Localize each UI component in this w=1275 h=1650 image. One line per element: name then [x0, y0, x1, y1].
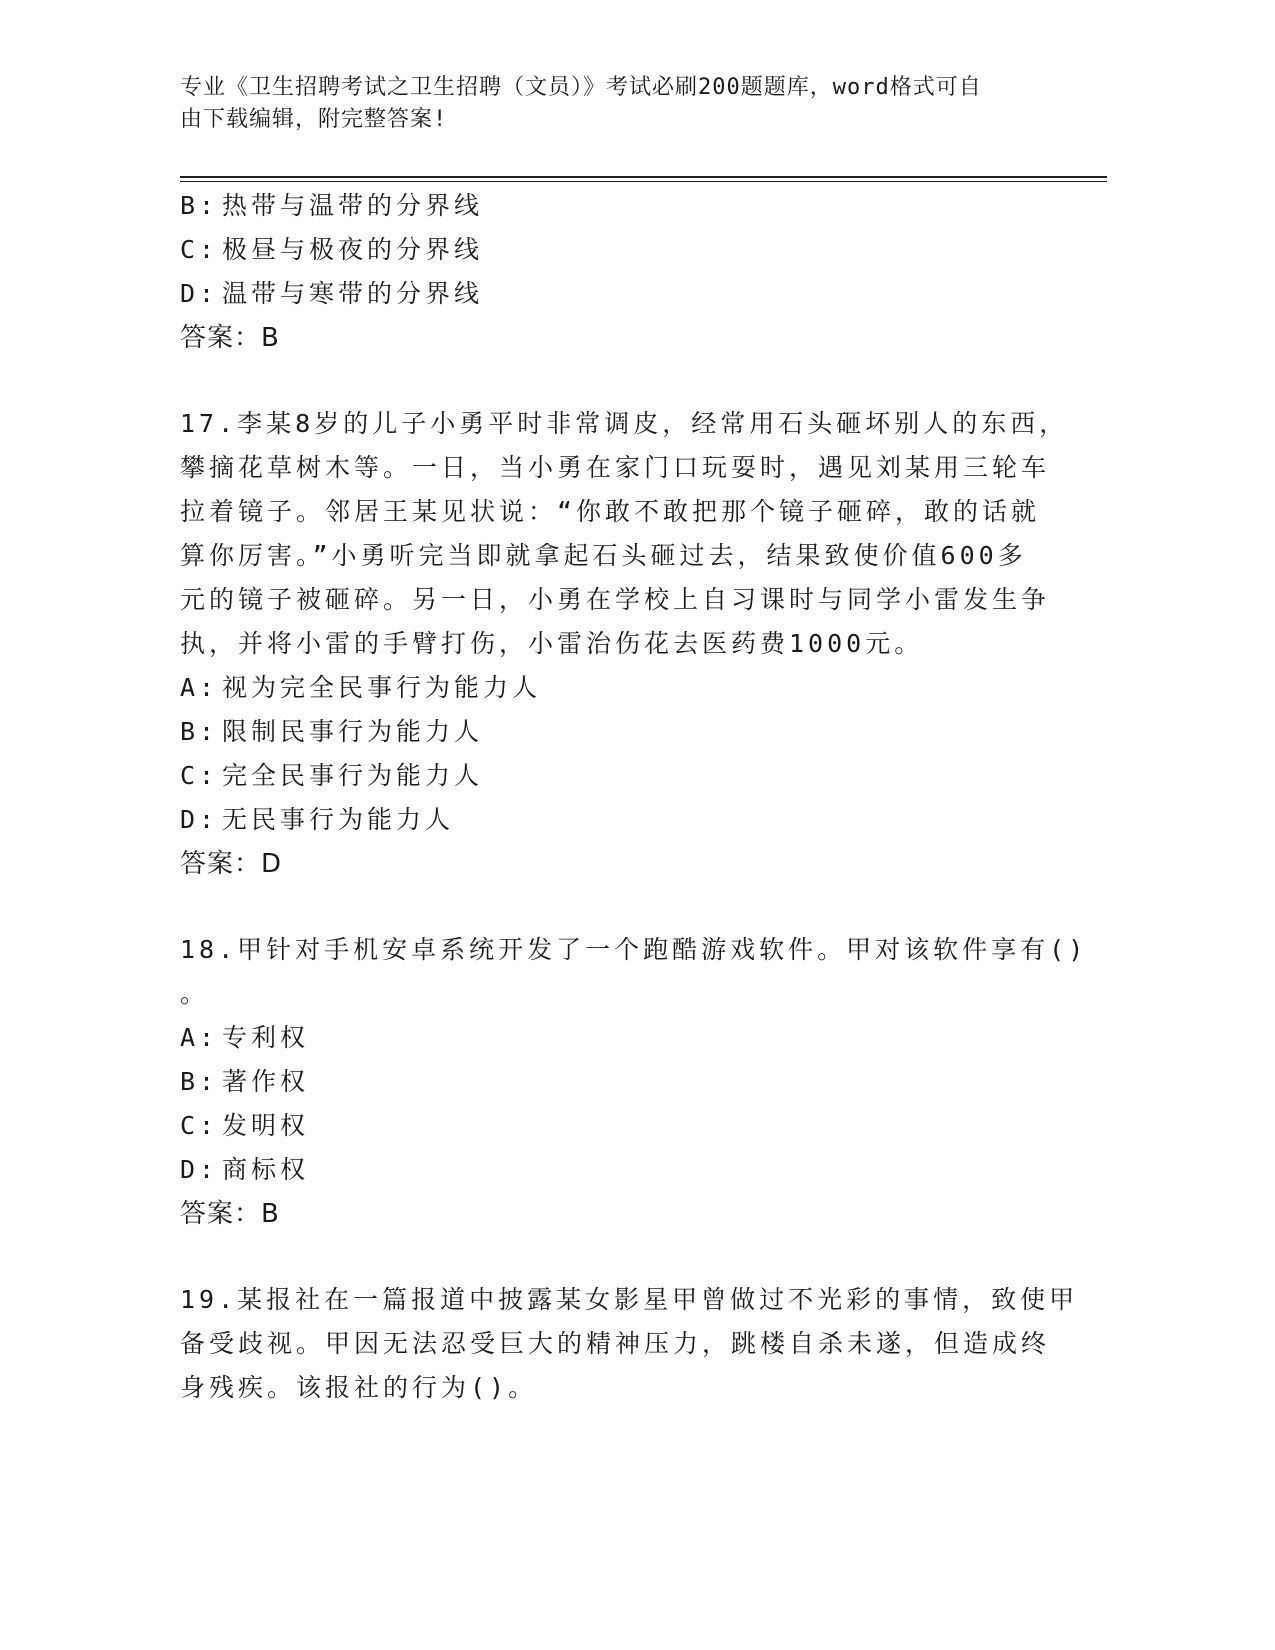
option-c: C: 极昼与极夜的分界线: [180, 235, 484, 264]
question-19: [180, 1278, 1079, 1410]
header-line-2: 由下载编辑，附完整答案!: [180, 107, 448, 132]
question-text-line: 备受歧视。甲因无法忍受巨大的精神压力，跳楼自杀未遂，但造成终: [180, 1329, 1051, 1358]
question-text-line: 身残疾。该报社的行为()。: [180, 1373, 538, 1402]
question-text-line: 18.甲针对手机安卓系统开发了一个跑酷游戏软件。甲对该软件享有(): [180, 935, 1088, 964]
question-16-continued: [180, 184, 1030, 360]
document-header: [180, 72, 1030, 136]
option-d: D: 无民事行为能力人: [180, 805, 455, 834]
question-list: [180, 184, 1088, 1410]
option-d: D: 温带与寒带的分界线: [180, 279, 484, 308]
question-text-line: 算你厉害。”小勇听完当即就拿起石头砸过去，结果致使价值600多: [180, 541, 1027, 570]
header-rule-thin: [180, 181, 1107, 182]
question-text-line: 。: [180, 979, 210, 1008]
question-text-line: 元的镜子被砸碎。另一日，小勇在学校上自习课时与同学小雷发生争: [180, 585, 1051, 614]
option-c: C: 完全民事行为能力人: [180, 761, 484, 790]
question-text-line: 执，并将小雷的手臂打伤，小雷治伤花去医药费1000元。: [180, 629, 924, 658]
option-a: A: 专利权: [180, 1023, 310, 1052]
option-a: A: 视为完全民事行为能力人: [180, 673, 542, 702]
answer-line: 答案：D: [180, 849, 283, 879]
option-b: B: 限制民事行为能力人: [180, 717, 484, 746]
header-line-1: 专业《卫生招聘考试之卫生招聘（文员）》考试必刷200题题库，word格式可自: [180, 75, 982, 100]
option-d: D: 商标权: [180, 1155, 310, 1184]
question-18: [180, 928, 1088, 1236]
question-17: [180, 402, 1069, 886]
question-text-line: 17.李某8岁的儿子小勇平时非常调皮，经常用石头砸坏别人的东西，: [180, 409, 1069, 438]
option-b: B: 著作权: [180, 1067, 310, 1096]
question-text-line: 拉着镜子。邻居王某见状说：“你敢不敢把那个镜子砸碎，敢的话就: [180, 497, 1041, 526]
header-rule-thick: [180, 176, 1107, 178]
question-text-line: 攀摘花草树木等。一日，当小勇在家门口玩耍时，遇见刘某用三轮车: [180, 453, 1051, 482]
answer-line: 答案：B: [180, 323, 280, 353]
question-text-line: 19.某报社在一篇报道中披露某女影星甲曾做过不光彩的事情，致使甲: [180, 1285, 1079, 1314]
answer-line: 答案：B: [180, 1199, 280, 1229]
option-c: C: 发明权: [180, 1111, 310, 1140]
option-b: B: 热带与温带的分界线: [180, 191, 484, 220]
